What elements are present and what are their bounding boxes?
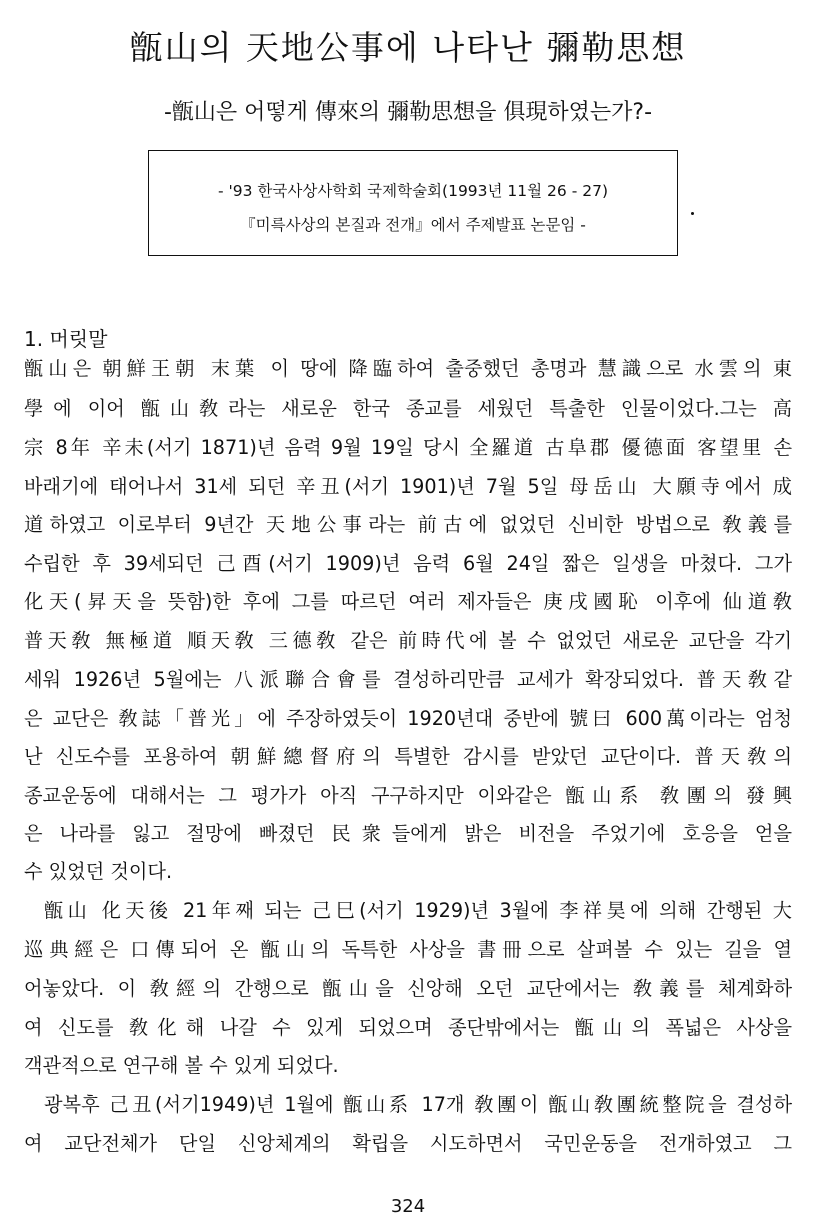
presentation-notice-box [148,150,678,256]
body-line: 은 교단은 敎誌「普光」에 주장하였듯이 1920년대 중반에 號曰 600萬이라는 엄청 [24,707,792,730]
body-line: 巡典經은 口傳되어 온 甑山의 독특한 사상을 書冊으로 살펴볼 수 있는 길을 열 [24,938,792,961]
body-line: 종교운동에 대해서는 그 평가가 아직 구구하지만 이와같은 甑山系 敎團의 發興 [24,784,792,807]
body-line: 어놓았다. 이 敎經의 간행으로 甑山을 신앙해 오던 교단에서는 敎義를 체계화하 [24,977,792,1000]
notice-line: 『미륵사상의 본질과 전개』에서 주제발표 논문임 - [240,216,586,234]
body-line: 甑山 化天後 21年째 되는 己巳(서기 1929)년 3월에 李祥昊에 의해 간행된 大 [44,899,792,922]
body-line: 여 교단전체가 단일 신앙체계의 확립을 시도하면서 국민운동을 전개하였고 그 [24,1132,792,1155]
page-title: 甑山의 天地公事에 나타난 彌勒思想 [129,28,687,67]
speck-mark [691,212,694,215]
section-heading: 1. 머릿말 [24,327,108,351]
body-line: 수 있었던 것이다. [24,860,173,883]
body-line: 道하였고 이로부터 9년간 天地公事라는 前古에 없었던 신비한 방법으로 敎義를 [24,513,792,536]
notice-line: - '93 한국사상사학회 국제학술회(1993년 11월 26 - 27) [218,182,608,200]
body-line: 여 신도를 敎化해 나갈 수 있게 되었으며 종단밖에서는 甑山의 폭넓은 사상을 [24,1016,792,1039]
body-line: 바래기에 태어나서 31세 되던 辛丑(서기 1901)년 7월 5일 母岳山 大願寺에서 成 [24,475,792,498]
page-number: 324 [390,1196,426,1217]
body-line: 세워 1926년 5월에는 八派聯合會를 결성하리만큼 교세가 확장되었다. 普天敎같 [24,668,792,691]
body-line: 普天敎 無極道 順天敎 三德敎 같은 前時代에 볼 수 없었던 새로운 교단을 각기 [24,629,792,652]
body-line: 化天(昇天을 뜻함)한 후에 그를 따르던 여러 제자들은 庚戌國恥 이후에 仙道敎 [24,590,792,613]
body-line: 은 나라를 잃고 절망에 빠졌던 民衆들에게 밝은 비전을 주었기에 호응을 얻을 [24,822,792,845]
body-line: 수립한 후 39세되던 己酉(서기 1909)년 음력 6월 24일 짧은 일생을 마쳤다. 그가 [24,552,792,575]
body-line: 甑山은 朝鮮王朝 末葉 이 땅에 降臨하여 출중했던 총명과 慧識으로 水雲의 東 [24,357,792,380]
body-line: 광복후 己丑(서기1949)년 1월에 甑山系 17개 敎團이 甑山敎團統整院을 결성하 [44,1093,792,1116]
page-subtitle: -甑山은 어떻게 傳來의 彌勒思想을 俱現하였는가?- [163,100,653,125]
body-line: 宗 8年 辛未(서기 1871)년 음력 9월 19일 당시 全羅道 古阜郡 優德面 客望里 손 [24,436,792,459]
body-line: 學에 이어 甑山敎라는 새로운 한국 종교를 세웠던 특출한 인물이었다.그는 高 [24,397,792,420]
body-line: 난 신도수를 포용하여 朝鮮總督府의 특별한 감시를 받았던 교단이다. 普天敎의 [24,745,792,768]
body-line: 객관적으로 연구해 볼 수 있게 되었다. [24,1054,339,1077]
